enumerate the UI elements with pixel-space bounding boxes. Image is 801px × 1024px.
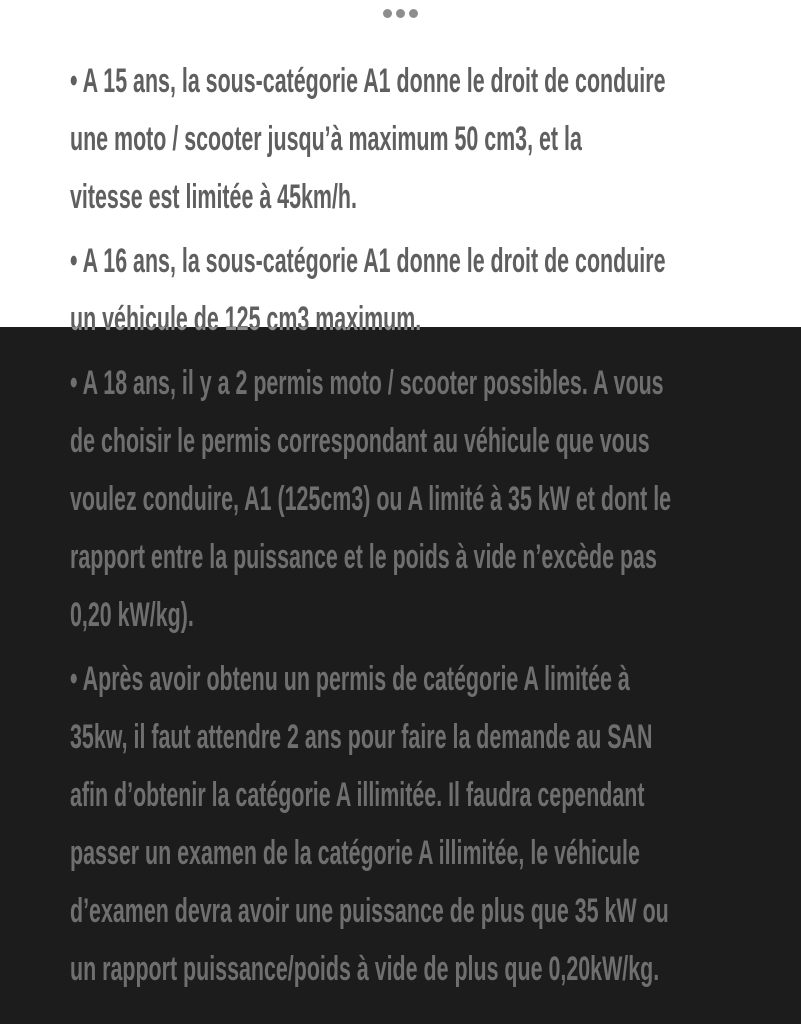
dot-icon [383, 9, 392, 18]
bullet-paragraph-age-16 [70, 232, 801, 348]
text-line: de choisir le permis correspondant au véhicule que vous [70, 422, 650, 460]
dot-icon [409, 9, 418, 18]
text-line: • A 18 ans, il y a 2 permis moto / scooter possibles. A vous [70, 364, 664, 402]
text-line: d’examen devra avoir une puissance de plus que 35 kW ou [70, 892, 669, 930]
text-line: un rapport puissance/poids à vide de plus que 0,20kW/kg. [70, 950, 660, 988]
text-line: rapport entre la puissance et le poids à vide n’excède pas [70, 538, 657, 576]
bullet-paragraph-category-a [70, 650, 801, 998]
text-line: • A 15 ans, la sous-catégorie A1 donne le droit de conduire [70, 62, 666, 100]
bullet-paragraph-age-15 [70, 52, 801, 226]
text-line: 0,20 kW/kg). [70, 596, 194, 634]
bullet-paragraph-age-18 [70, 354, 801, 644]
text-line: vitesse est limitée à 45km/h. [70, 178, 357, 216]
section-divider-dots-icon [0, 9, 801, 18]
text-line: 35kw, il faut attendre 2 ans pour faire la demande au SAN [70, 718, 653, 756]
text-line-straddling-band: un véhicule de 125 cm3 maximum. [70, 290, 801, 348]
text-line: une moto / scooter jusqu’à maximum 50 cm3, et la [70, 120, 582, 158]
dot-icon [396, 9, 405, 18]
text-line: voulez conduire, A1 (125cm3) ou A limité à 35 kW et dont le [70, 480, 672, 518]
text-line: • A 16 ans, la sous-catégorie A1 donne le droit de conduire [70, 242, 666, 280]
article-content [70, 52, 801, 1004]
text-line: passer un examen de la catégorie A illimitée, le véhicule [70, 834, 640, 872]
text-line: • Après avoir obtenu un permis de catégorie A limitée à [70, 660, 630, 698]
text-line: afin d’obtenir la catégorie A illimitée. Il faudra cependant [70, 776, 645, 814]
